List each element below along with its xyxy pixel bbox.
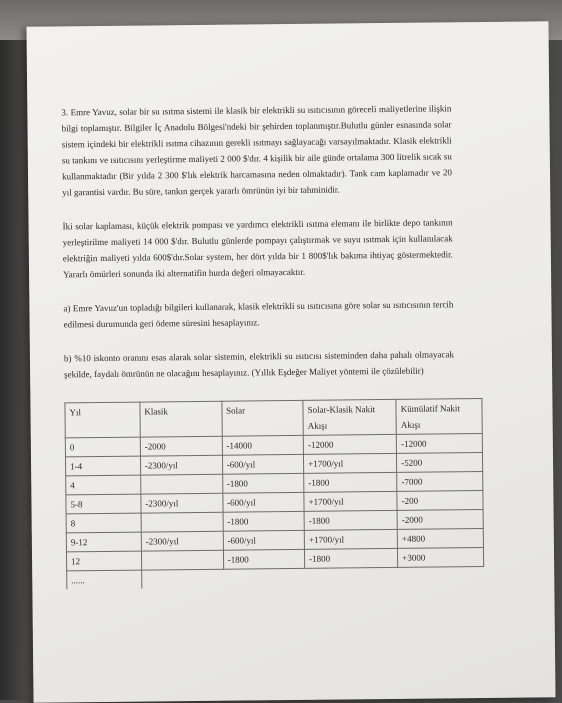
table-header-row [65, 399, 482, 438]
cell-classic: -2300/yıl [141, 531, 223, 551]
cell-solar: -1800 [222, 473, 304, 493]
cell-classic [140, 474, 222, 494]
cell-difference: -1800 [305, 548, 398, 568]
trailing-dots: ...... [67, 570, 142, 589]
solar-description: İki solar kaplaması, küçük elektrik pompası ve yardımcı elektrikli ısıtma elemanı ile birlikte depo tankının yerleştirilme maliyeti 14 000 $'dır. Bulutlu günlerde pompayı çalıştırmak ve suyu ısıtmak için kullanılacak elektriğin maliyeti yılda 600$'dır.Solar system, her dört yılda bir 1 800$'lık bakıma ihtiyaç göstermektedir. Yararlı ömürleri sonunda iki alternatifin hurda değeri olmayacaktır. [62, 217, 453, 280]
cell-classic [141, 512, 223, 532]
cell-difference: +1700/yıl [304, 529, 397, 549]
cell-solar: -600/yıl [222, 454, 304, 474]
cell-solar: -600/yıl [222, 492, 304, 512]
cell-solar: -600/yıl [223, 530, 305, 550]
problem-statement: 3. Emre Yavuz, solar bir su ısıtma sistemi ile klasik bir elektrikli su ısıtıcısının göreceli maliyetlerine ilişkin bilgi toplamıştır. Bilgiler İç Anadolu Bölgesi'ndeki bir şehirden toplanmıştır.Bulutlu günler esnasında solar sistem içindeki bir elektrikli ısıtma cihazının gerekli ısıtmayı sağlayacağı varsayılmaktadır. Klasik elektrikli su tankını ve ısıtıcısını yerleştirme maliyeti 2 000 $'dır. 4 kişilik bir aile günde ortalama 300 litrelik sıcak su kullanmaktadır (Bir yılda 2 300 $'lık elektrik harcamasına neden olmaktadır). Tank cam kaplamadır ve 20 yıl garantisi vardır. Bu süre, tankın gerçek yararlı ömrünün iyi bir tahminidir. [61, 103, 453, 198]
document-content [61, 100, 460, 589]
question-b: b) %10 iskonto oranını esas alarak solar sistemin, elektrikli su ısıtıcısı sisteminden daha pahalı olmayacak şekilde, faydalı ömrünün ne olacağını hesaplayınız. (Yıllık Eşdeğer Maliyet yöntemi ile çözülebilir) [63, 349, 454, 380]
cell-cumulative: -5200 [397, 453, 483, 473]
cell-classic: -2300/yıl [141, 493, 223, 513]
empty-cell [141, 569, 223, 588]
cell-solar: -14000 [222, 435, 304, 455]
cell-year: 4 [66, 475, 141, 495]
cell-year: 8 [66, 513, 141, 533]
cell-classic [141, 550, 223, 570]
cell-cumulative: +3000 [398, 547, 484, 567]
empty-cell [305, 567, 398, 586]
table-trailing-row [67, 566, 484, 589]
cell-cumulative: -200 [397, 490, 483, 510]
cell-classic: -2000 [140, 436, 222, 456]
cell-year: 5-8 [66, 494, 141, 514]
cell-solar: -1800 [223, 549, 305, 569]
cell-difference: -1800 [304, 510, 397, 530]
cell-cumulative: +4800 [397, 528, 483, 548]
empty-cell [223, 568, 305, 587]
header-solar: Solar [222, 400, 304, 436]
cell-classic: -2300/yıl [140, 455, 222, 475]
cell-cumulative: -12000 [396, 434, 482, 454]
cell-solar: -1800 [223, 511, 305, 531]
cell-difference: -1800 [304, 472, 397, 492]
header-year: Yıl [65, 402, 140, 438]
cell-cumulative: -7000 [397, 471, 483, 491]
header-classic: Klasik [140, 401, 222, 437]
question-a: a) Emre Yavuz'un topladığı bilgileri kullanarak, klasik elektrikli su ısıtıcısına göre solar su ısıtıcısının tercih edilmesi durumunda geri ödeme süresini hesaplayınız. [63, 299, 454, 330]
cell-cumulative: -2000 [397, 509, 483, 529]
cell-difference: +1700/yıl [304, 491, 397, 511]
cell-year: 9-12 [66, 532, 141, 552]
paper-sheet [26, 21, 555, 702]
cell-year: 12 [66, 551, 141, 571]
cash-flow-table [64, 398, 484, 589]
cell-year: 1-4 [65, 456, 140, 476]
cell-difference: -12000 [303, 434, 396, 454]
empty-cell [398, 566, 484, 585]
cell-difference: +1700/yıl [304, 453, 397, 473]
cell-year: 0 [65, 437, 140, 457]
header-cumulative: Kümülatif Nakit Akışı [396, 399, 482, 435]
header-difference: Solar-Klasik Nakit Akışı [303, 399, 396, 435]
